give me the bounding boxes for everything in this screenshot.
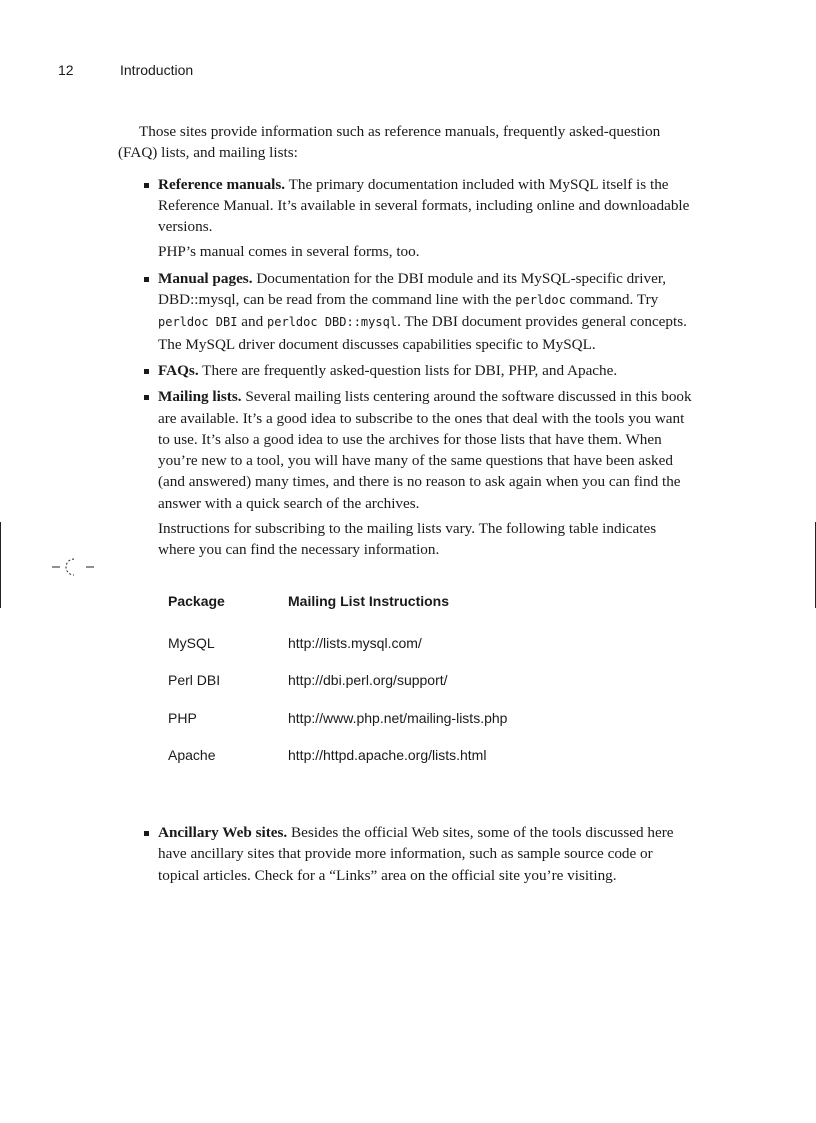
- mailing-lists-paragraph: [158, 386, 692, 514]
- table-header-row: [168, 591, 507, 633]
- list-item-faqs: [118, 360, 692, 381]
- package-cell: Perl DBI: [168, 672, 221, 689]
- php-manual-paragraph: PHP’s manual comes in several forms, too.: [158, 243, 420, 261]
- package-cell: Apache: [168, 746, 216, 763]
- item-text: Besides the official Web sites, some of the tools discussed here have ancillary sites that provide more information, such as sample source code or topical articles. Check for a “Links” area on the official site you’re visiting.: [158, 824, 674, 884]
- item-text: . The DBI document provides general concepts. The MySQL driver document discusses capabilities specific to MySQL.: [158, 313, 687, 353]
- column-header: Package: [168, 592, 225, 609]
- table-row: [168, 708, 507, 745]
- url-cell: http://httpd.apache.org/lists.html: [288, 746, 487, 763]
- list-item-mailing-lists: [118, 386, 692, 782]
- bullet-icon: [144, 395, 149, 400]
- package-cell: MySQL: [168, 634, 215, 651]
- item-title: Mailing lists.: [158, 388, 242, 406]
- url-cell: http://lists.mysql.com/: [288, 634, 422, 651]
- item-text: Several mailing lists centering around the software discussed in this book are available. It’s a good idea to subscribe to the ones that deal with the tools you want to use. It’s also a good idea to use the archives for those lists that have them. When you’re new to a tool, you will have many of the same questions that have been asked (and answered) many times, and there is no reason to ask again when you can find the answer with a quick search of the archives.: [158, 388, 692, 512]
- intro-paragraph: Those sites provide information such as reference manuals, frequently asked-question (FAQ) lists, and mailing lists:: [118, 123, 661, 162]
- mailing-list-table: [168, 591, 507, 782]
- bullet-icon: [144, 277, 149, 282]
- manual-pages-paragraph: [158, 268, 692, 355]
- list-item-reference-manuals: [118, 174, 692, 263]
- code-perldoc: perldoc: [515, 293, 566, 308]
- url-cell: http://www.php.net/mailing-lists.php: [288, 709, 508, 726]
- page-number: 12: [58, 62, 74, 78]
- faqs-paragraph: [158, 360, 692, 381]
- running-head: [58, 62, 758, 82]
- instructions-paragraph: Instructions for subscribing to the mailing lists vary. The following table indicates where you can find the necessary information.: [158, 520, 657, 559]
- table-row: [168, 745, 507, 782]
- item-text: and: [237, 313, 268, 331]
- bullet-icon: [144, 183, 149, 188]
- column-header: Mailing List Instructions: [288, 592, 450, 609]
- item-title: Reference manuals.: [158, 175, 286, 193]
- reference-manuals-paragraph: [158, 174, 692, 238]
- list-item-ancillary-web-sites: [118, 822, 692, 886]
- code-perldoc-dbi: perldoc DBI: [158, 315, 238, 330]
- resource-list: [118, 174, 692, 886]
- item-title: Ancillary Web sites.: [158, 824, 288, 842]
- item-text: Documentation for the DBI module and its MySQL-specific driver, DBD::mysql, can be read from the command line with the: [158, 269, 667, 309]
- code-perldoc-dbd-mysql: perldoc DBD::mysql: [267, 315, 398, 330]
- table-row: [168, 633, 507, 670]
- section-title: Introduction: [120, 62, 194, 78]
- bullet-icon: [144, 831, 149, 836]
- package-cell: PHP: [168, 709, 197, 726]
- table-row: [168, 670, 507, 707]
- main-content: [118, 121, 692, 891]
- item-text: The primary documentation included with MySQL itself is the Reference Manual. It’s available in several formats, including online and downloadable versions.: [158, 175, 690, 236]
- list-item-manual-pages: [118, 268, 692, 355]
- crop-line-left: [0, 522, 1, 608]
- registration-mark-icon: [52, 555, 96, 579]
- item-text: command. Try: [565, 291, 659, 309]
- item-title: FAQs.: [158, 361, 199, 379]
- ancillary-paragraph: [158, 822, 692, 886]
- bullet-icon: [144, 369, 149, 374]
- item-title: Manual pages.: [158, 269, 253, 287]
- item-text: There are frequently asked-question lists for DBI, PHP, and Apache.: [198, 361, 618, 379]
- url-cell: http://dbi.perl.org/support/: [288, 672, 448, 689]
